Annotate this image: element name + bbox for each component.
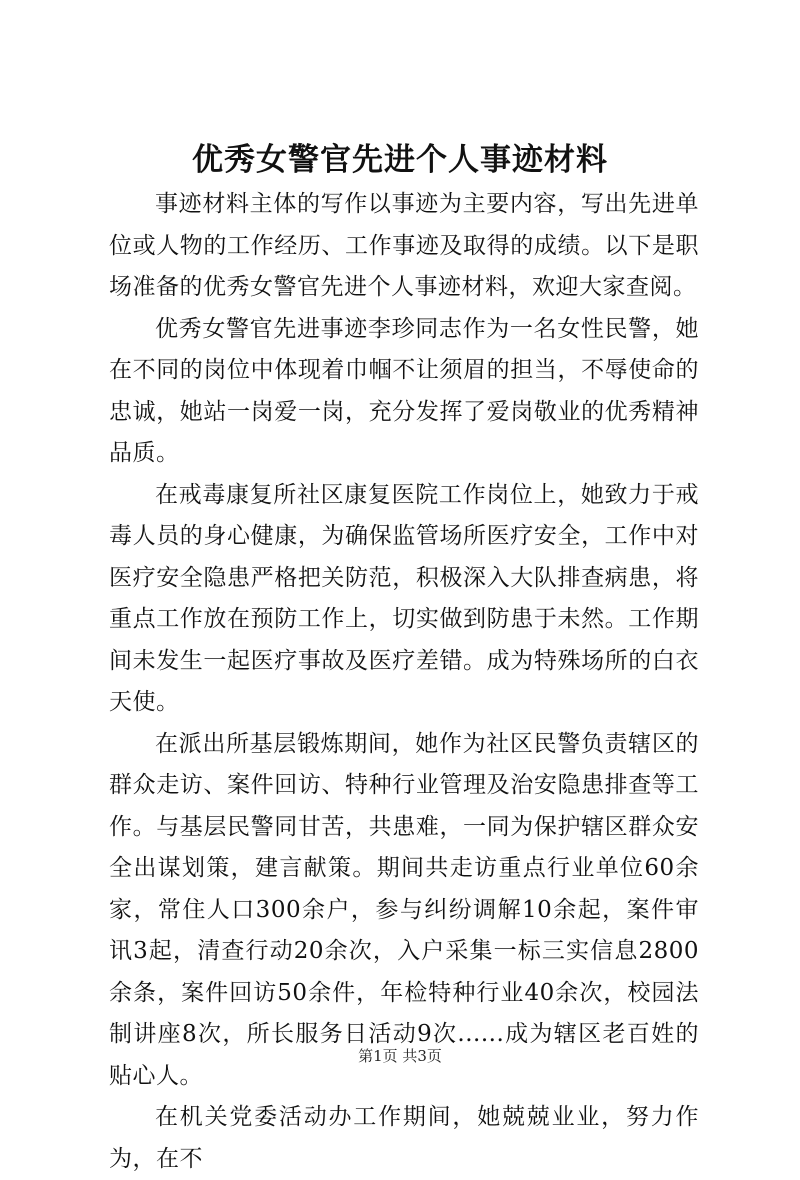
page-footer: 第1页 共3页 [358,1047,442,1065]
document-title: 优秀女警官先进个人事迹材料 [192,142,608,178]
document-body [109,184,699,1180]
paragraph-hospital: 在戒毒康复所社区康复医院工作岗位上，她致力于戒毒人员的身心健康，为确保监管场所医疗安全，工作中对医疗安全隐患严格把关防范，积极深入大队排查病患，将重点工作放在预防工作上，切实做到防患于未然。工作期间未发生一起医疗事故及医疗差错。成为特殊场所的白衣天使。 [109,481,699,715]
paragraph-police-station: 在派出所基层锻炼期间，她作为社区民警负责辖区的群众走访、案件回访、特种行业管理及治安隐患排查等工作。与基层民警同甘苦，共患难，一同为保护辖区群众安全出谋划策，建言献策。期间共走访重点行业单位60余家，常住人口300余户，参与纠纷调解10余起，案件审讯3起，清查行动20余次，入户采集一标三实信息2800余条，案件回访50余件，年检特种行业40余次，校园法制讲座8次，所长服务日活动9次......成为辖区老百姓的贴心人。 [109,730,699,1089]
paragraph-overview: 优秀女警官先进事迹李珍同志作为一名女性民警，她在不同的岗位中体现着巾帼不让须眉的担当，不辱使命的忠诚，她站一岗爱一岗，充分发挥了爱岗敬业的优秀精神品质。 [109,315,699,466]
paragraph-intro: 事迹材料主体的写作以事迹为主要内容，写出先进单位或人物的工作经历、工作事迹及取得的成绩。以下是职场准备的优秀女警官先进个人事迹材料，欢迎大家查阅。 [109,191,699,300]
paragraph-party-committee: 在机关党委活动办工作期间，她兢兢业业，努力作为，在不 [109,1104,699,1172]
